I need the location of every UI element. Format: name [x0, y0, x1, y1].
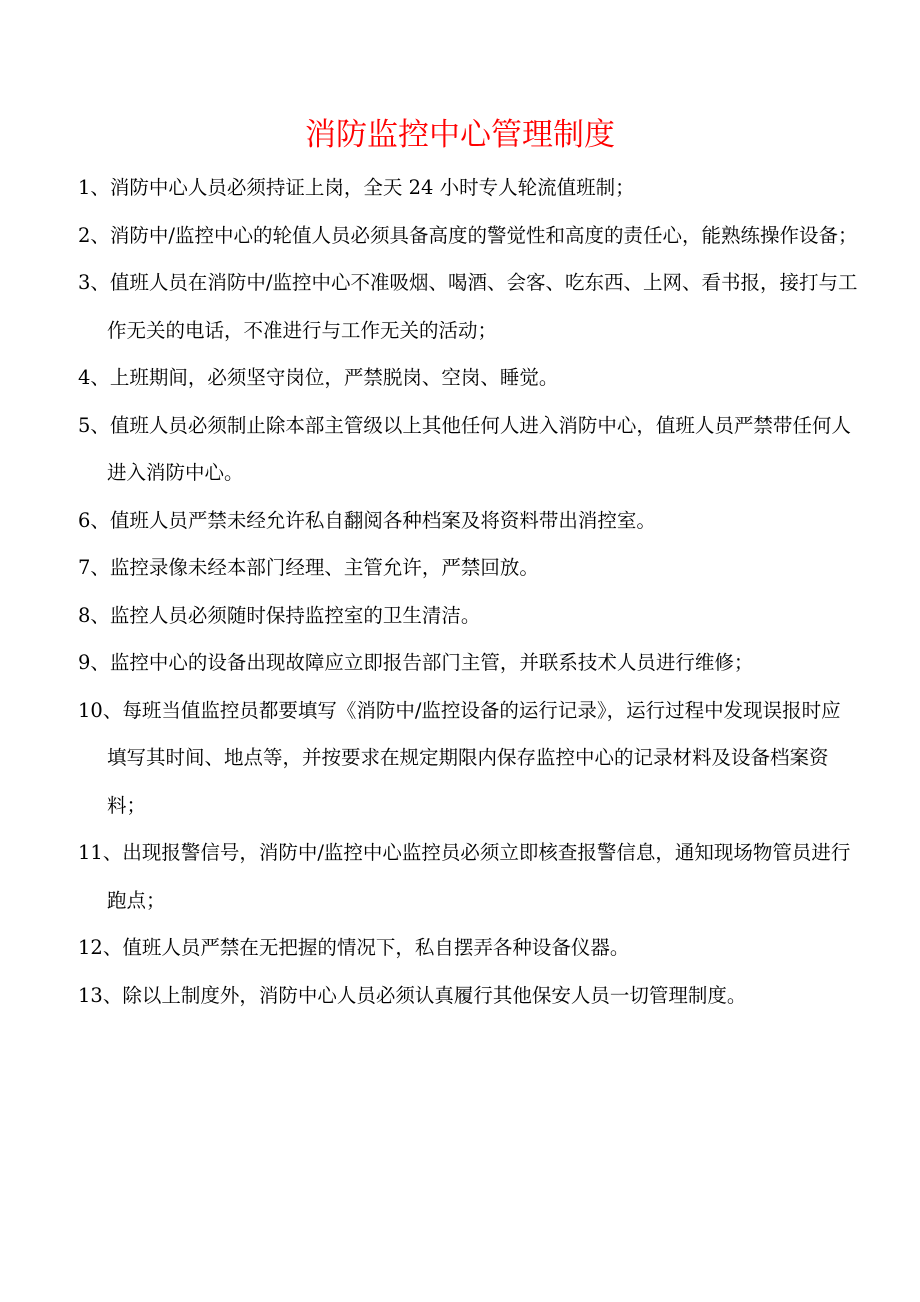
rule-item: 7、监控录像未经本部门经理、主管允许，严禁回放。 [78, 556, 539, 579]
rule-item: 12、值班人员严禁在无把握的情况下，私自摆弄各种设备仪器。 [78, 936, 630, 959]
rule-item: 10、每班当值监控员都要填写《消防中/监控设备的运行记录》，运行过程中发现误报时应填写其时间、地点等，并按要求在规定期限内保存监控中心的记录材料及设备档案资料； [78, 698, 841, 817]
rule-item: 11、出现报警信号，消防中/监控中心监控员必须立即核查报警信息，通知现场物管员进行跑点； [78, 841, 851, 912]
rule-item: 5、值班人员必须制止除本部主管级以上其他任何人进入消防中心，值班人员严禁带任何人进入消防中心。 [78, 413, 851, 484]
rule-item: 1、消防中心人员必须持证上岗，全天 24 小时专人轮流值班制； [78, 176, 635, 199]
rule-item: 13、除以上制度外，消防中心人员必须认真履行其他保安人员一切管理制度。 [78, 983, 747, 1007]
rule-item: 6、值班人员严禁未经允许私自翻阅各种档案及将资料带出消控室。 [78, 508, 656, 532]
rule-item: 9、监控中心的设备出现故障应立即报告部门主管，并联系技术人员进行维修； [78, 651, 754, 674]
rules-list [78, 164, 858, 1019]
document-title: 消防监控中心管理制度 [305, 117, 615, 153]
rule-item: 2、消防中/监控中心的轮值人员必须具备高度的警觉性和高度的责任心，能熟练操作设备； [78, 223, 858, 247]
rule-item: 8、监控人员必须随时保持监控室的卫生清洁。 [78, 603, 481, 627]
rule-item: 3、值班人员在消防中/监控中心不准吸烟、喝酒、会客、吃东西、上网、看书报，接打与工作无关的电话，不准进行与工作无关的活动； [78, 271, 858, 342]
rule-item: 4、上班期间，必须坚守岗位，严禁脱岗、空岗、睡觉。 [78, 366, 559, 389]
